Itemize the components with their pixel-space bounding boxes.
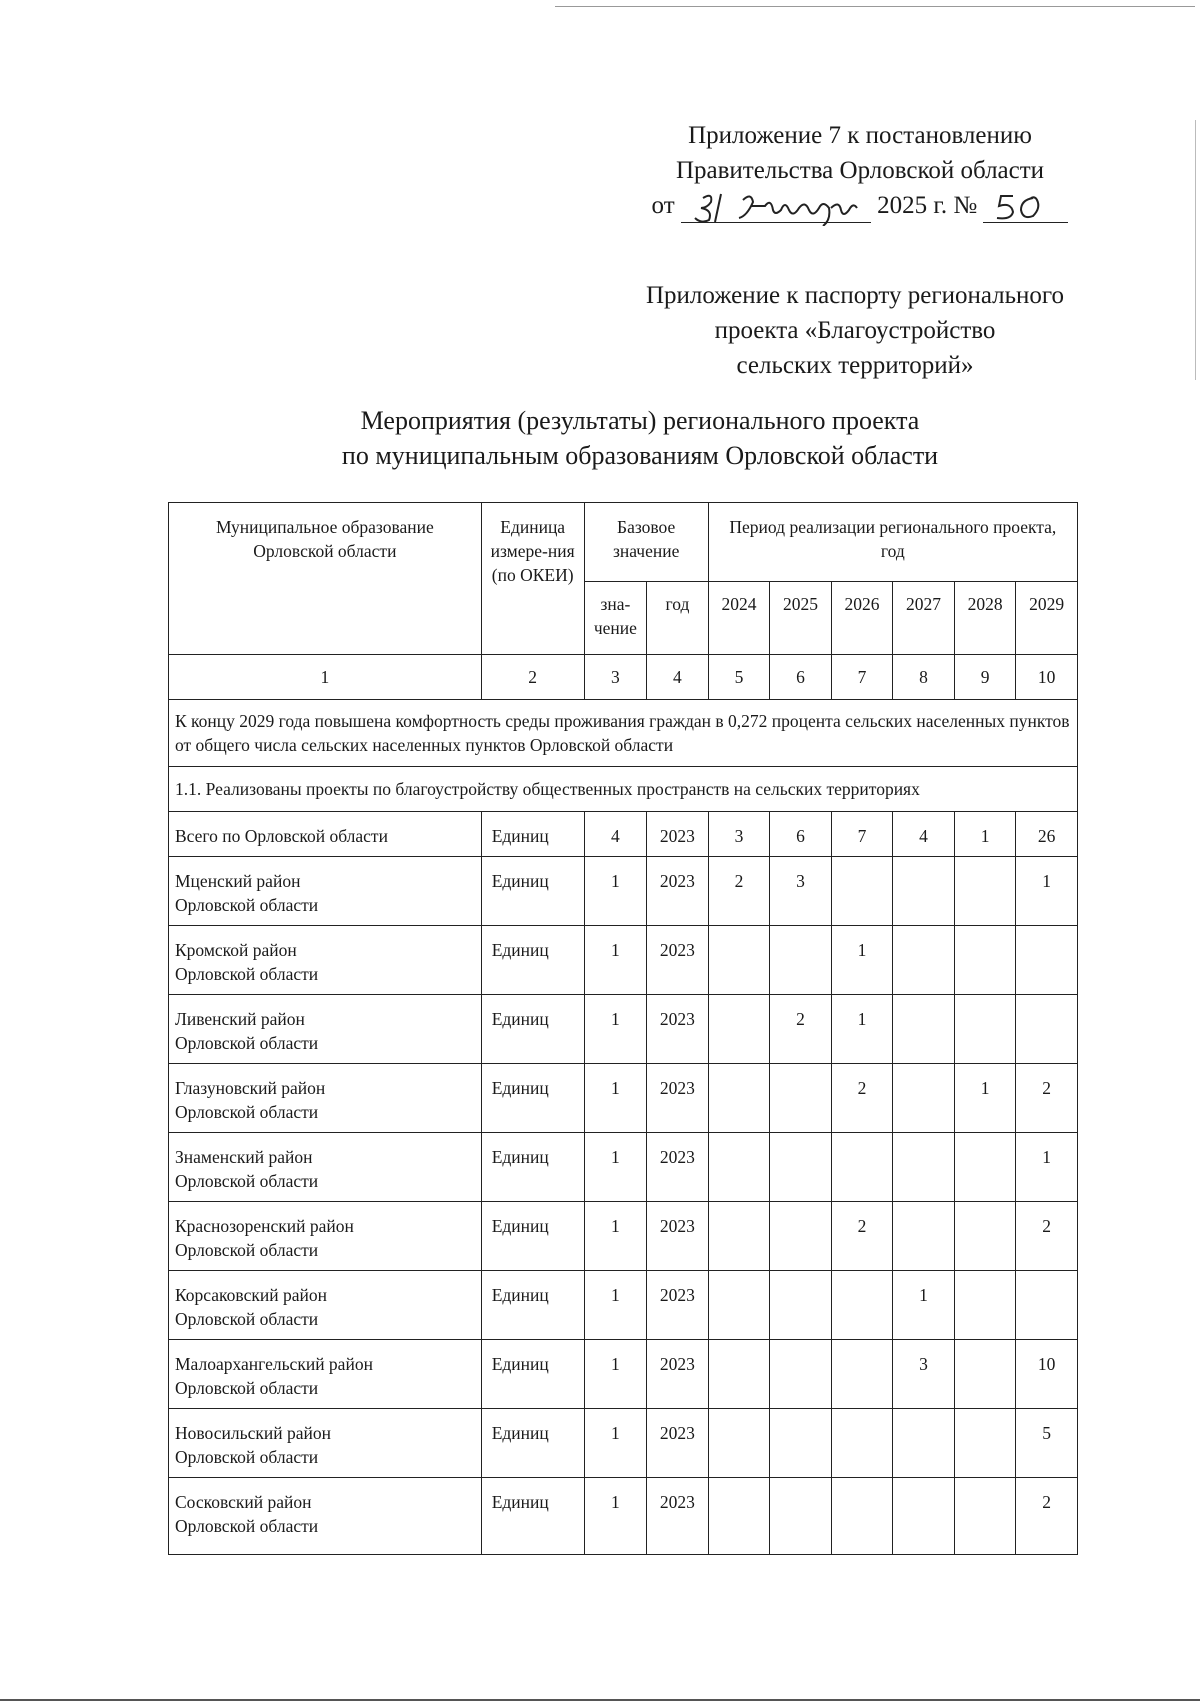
base-year-cell: 2023 xyxy=(647,1478,709,1555)
base-year-cell: 2023 xyxy=(647,1340,709,1409)
table-row xyxy=(169,1064,1078,1133)
unit-cell: Единиц xyxy=(481,1340,584,1409)
table-row xyxy=(169,1202,1078,1271)
scan-edge-line xyxy=(0,1699,1200,1701)
value-2026-cell xyxy=(831,857,893,926)
value-2026-cell: 1 xyxy=(831,995,893,1064)
value-2026-cell xyxy=(831,1133,893,1202)
municipality-name-line: Орловской области xyxy=(175,1240,319,1260)
handwritten-number xyxy=(983,192,1068,223)
municipality-name-line: Орловской области xyxy=(175,1033,319,1053)
annex-line-2: Правительства Орловской области xyxy=(675,157,1045,184)
value-2026-cell: 7 xyxy=(831,812,893,857)
value-2024-cell: 3 xyxy=(708,812,770,857)
header-year: 2025 xyxy=(770,582,832,655)
municipality-name-line: Всего по Орловской области xyxy=(175,826,388,846)
municipality-name-line: Орловской области xyxy=(175,1378,319,1398)
handwriting-date-icon xyxy=(681,186,871,226)
value-2028-cell xyxy=(954,995,1016,1064)
column-number: 2 xyxy=(481,655,584,700)
title-line-1: Мероприятия (результаты) регионального проекта xyxy=(360,406,920,435)
value-2025-cell xyxy=(770,1409,832,1478)
column-number: 3 xyxy=(584,655,647,700)
value-2025-cell: 6 xyxy=(770,812,832,857)
table-row xyxy=(169,1133,1078,1202)
base-value-cell: 1 xyxy=(584,1478,647,1555)
value-2029-cell: 2 xyxy=(1016,1202,1078,1271)
passport-line-1: Приложение к паспорту регионального xyxy=(645,282,1065,309)
value-2029-cell xyxy=(1016,1271,1078,1340)
value-2027-cell xyxy=(893,857,955,926)
table-row xyxy=(169,1409,1078,1478)
municipality-name-line: Корсаковский район xyxy=(175,1285,327,1305)
base-value-cell: 4 xyxy=(584,812,647,857)
value-2024-cell xyxy=(708,1202,770,1271)
table-row xyxy=(169,857,1078,926)
value-2027-cell xyxy=(893,1202,955,1271)
header-municipality: Муниципальное образование Орловской области xyxy=(169,503,482,655)
annex-header xyxy=(640,118,1080,223)
value-2025-cell xyxy=(770,1271,832,1340)
handwritten-date xyxy=(681,192,871,223)
municipality-cell xyxy=(169,1202,482,1271)
header-base-value: зна-чение xyxy=(584,582,647,655)
column-number: 4 xyxy=(647,655,709,700)
value-2025-cell xyxy=(770,1202,832,1271)
column-number-row xyxy=(169,655,1078,700)
value-2024-cell xyxy=(708,995,770,1064)
value-2027-cell xyxy=(893,926,955,995)
header-year: 2026 xyxy=(831,582,893,655)
value-2029-cell: 26 xyxy=(1016,812,1078,857)
base-value-cell: 1 xyxy=(584,995,647,1064)
value-2027-cell: 1 xyxy=(893,1271,955,1340)
municipality-cell xyxy=(169,1478,482,1555)
measures-table xyxy=(168,502,1078,1555)
value-2029-cell: 5 xyxy=(1016,1409,1078,1478)
value-2028-cell xyxy=(954,1340,1016,1409)
table-row xyxy=(169,1271,1078,1340)
unit-cell: Единиц xyxy=(481,995,584,1064)
value-2024-cell: 2 xyxy=(708,857,770,926)
value-2027-cell xyxy=(893,1064,955,1133)
value-2029-cell: 10 xyxy=(1016,1340,1078,1409)
base-value-cell: 1 xyxy=(584,857,647,926)
base-year-cell: 2023 xyxy=(647,857,709,926)
base-value-cell: 1 xyxy=(584,1133,647,1202)
table-row xyxy=(169,926,1078,995)
municipality-cell xyxy=(169,1340,482,1409)
unit-cell: Единиц xyxy=(481,926,584,995)
municipality-name-line: Краснозоренский район xyxy=(175,1216,354,1236)
value-2027-cell: 4 xyxy=(893,812,955,857)
value-2027-cell xyxy=(893,1409,955,1478)
value-2029-cell: 1 xyxy=(1016,857,1078,926)
municipality-name-line: Орловской области xyxy=(175,1102,319,1122)
municipality-name-line: Мценский район xyxy=(175,871,301,891)
table-row xyxy=(169,1340,1078,1409)
value-2025-cell: 2 xyxy=(770,995,832,1064)
passport-line-2: проекта «Благоустройство xyxy=(714,317,996,344)
value-2026-cell: 2 xyxy=(831,1064,893,1133)
municipality-name-line: Орловской области xyxy=(175,1309,319,1329)
annex-line-1: Приложение 7 к постановлению xyxy=(688,122,1032,149)
unit-cell: Единиц xyxy=(481,1064,584,1133)
municipality-name-line: Знаменский район xyxy=(175,1147,313,1167)
scan-edge-line xyxy=(1195,120,1196,380)
table-row xyxy=(169,812,1078,857)
column-number: 7 xyxy=(831,655,893,700)
value-2027-cell: 3 xyxy=(893,1340,955,1409)
base-year-cell: 2023 xyxy=(647,995,709,1064)
unit-cell: Единиц xyxy=(481,1133,584,1202)
municipality-cell xyxy=(169,926,482,995)
passport-line-3: сельских территорий» xyxy=(736,352,974,379)
value-2029-cell: 2 xyxy=(1016,1478,1078,1555)
value-2025-cell xyxy=(770,926,832,995)
table-row xyxy=(169,1478,1078,1555)
municipality-name-line: Ливенский район xyxy=(175,1009,305,1029)
date-year: 2025 г. № xyxy=(877,192,978,219)
column-number: 1 xyxy=(169,655,482,700)
value-2025-cell: 3 xyxy=(770,857,832,926)
section-subtitle: 1.1. Реализованы проекты по благоустройству общественных пространств на сельских территориях xyxy=(169,767,1078,812)
header-unit: Единица измере-ния (по ОКЕИ) xyxy=(481,503,584,655)
header-base-year: год xyxy=(647,582,709,655)
base-value-cell: 1 xyxy=(584,926,647,995)
municipality-name-line: Малоархангельский район xyxy=(175,1354,373,1374)
value-2028-cell: 1 xyxy=(954,1064,1016,1133)
municipality-cell xyxy=(169,812,482,857)
value-2029-cell xyxy=(1016,995,1078,1064)
value-2027-cell xyxy=(893,995,955,1064)
base-year-cell: 2023 xyxy=(647,1064,709,1133)
header-year: 2027 xyxy=(893,582,955,655)
municipality-cell xyxy=(169,1133,482,1202)
unit-cell: Единиц xyxy=(481,1478,584,1555)
municipality-cell xyxy=(169,1064,482,1133)
base-year-cell: 2023 xyxy=(647,1409,709,1478)
base-year-cell: 2023 xyxy=(647,1202,709,1271)
base-year-cell: 2023 xyxy=(647,812,709,857)
value-2024-cell xyxy=(708,1133,770,1202)
unit-cell: Единиц xyxy=(481,812,584,857)
municipality-name-line: Глазуновский район xyxy=(175,1078,326,1098)
column-number: 10 xyxy=(1016,655,1078,700)
base-year-cell: 2023 xyxy=(647,926,709,995)
value-2024-cell xyxy=(708,1271,770,1340)
value-2025-cell xyxy=(770,1064,832,1133)
municipality-name-line: Орловской области xyxy=(175,1171,319,1191)
header-year: 2029 xyxy=(1016,582,1078,655)
title-line-2: по муниципальным образованиям Орловской области xyxy=(341,441,939,470)
handwriting-number-icon xyxy=(983,186,1068,226)
unit-cell: Единиц xyxy=(481,1202,584,1271)
value-2024-cell xyxy=(708,1409,770,1478)
base-year-cell: 2023 xyxy=(647,1271,709,1340)
value-2024-cell xyxy=(708,1064,770,1133)
municipality-name-line: Орловской области xyxy=(175,1447,319,1467)
value-2028-cell xyxy=(954,926,1016,995)
value-2025-cell xyxy=(770,1478,832,1555)
value-2026-cell xyxy=(831,1271,893,1340)
municipality-name-line: Сосковский район xyxy=(175,1492,312,1512)
column-number: 9 xyxy=(954,655,1016,700)
value-2025-cell xyxy=(770,1340,832,1409)
municipality-cell xyxy=(169,995,482,1064)
value-2026-cell xyxy=(831,1340,893,1409)
goal-statement: К концу 2029 года повышена комфортность среды проживания граждан в 0,272 процента сельских населенных пунктов от общего числа сельских населенных пунктов Орловской области xyxy=(169,700,1078,767)
unit-cell: Единиц xyxy=(481,1271,584,1340)
value-2026-cell xyxy=(831,1478,893,1555)
column-number: 6 xyxy=(770,655,832,700)
value-2028-cell xyxy=(954,1133,1016,1202)
municipality-cell xyxy=(169,1271,482,1340)
value-2028-cell: 1 xyxy=(954,812,1016,857)
value-2029-cell: 2 xyxy=(1016,1064,1078,1133)
base-value-cell: 1 xyxy=(584,1271,647,1340)
value-2026-cell xyxy=(831,1409,893,1478)
base-value-cell: 1 xyxy=(584,1340,647,1409)
value-2027-cell xyxy=(893,1478,955,1555)
header-year: 2028 xyxy=(954,582,1016,655)
page-title xyxy=(250,403,1030,473)
unit-cell: Единиц xyxy=(481,1409,584,1478)
value-2026-cell: 1 xyxy=(831,926,893,995)
municipality-name-line: Орловской области xyxy=(175,964,319,984)
municipality-name-line: Новосильский район xyxy=(175,1423,331,1443)
column-number: 5 xyxy=(708,655,770,700)
base-value-cell: 1 xyxy=(584,1064,647,1133)
header-year: 2024 xyxy=(708,582,770,655)
value-2028-cell xyxy=(954,1478,1016,1555)
scan-edge-line xyxy=(555,6,1195,7)
unit-cell: Единиц xyxy=(481,857,584,926)
value-2026-cell: 2 xyxy=(831,1202,893,1271)
column-number: 8 xyxy=(893,655,955,700)
value-2027-cell xyxy=(893,1133,955,1202)
header-period: Период реализации регионального проекта, год xyxy=(708,503,1077,582)
date-prefix: от xyxy=(651,192,675,219)
value-2024-cell xyxy=(708,1478,770,1555)
base-year-cell: 2023 xyxy=(647,1133,709,1202)
value-2029-cell: 1 xyxy=(1016,1133,1078,1202)
annex-date-line xyxy=(652,188,1069,223)
municipality-name-line: Кромской район xyxy=(175,940,297,960)
value-2028-cell xyxy=(954,1202,1016,1271)
header-base: Базовое значение xyxy=(584,503,708,582)
value-2028-cell xyxy=(954,1271,1016,1340)
value-2029-cell xyxy=(1016,926,1078,995)
value-2024-cell xyxy=(708,926,770,995)
base-value-cell: 1 xyxy=(584,1202,647,1271)
data-rows xyxy=(169,812,1078,1555)
base-value-cell: 1 xyxy=(584,1409,647,1478)
passport-annex xyxy=(610,278,1100,383)
municipality-name-line: Орловской области xyxy=(175,895,319,915)
municipality-cell xyxy=(169,857,482,926)
table-row xyxy=(169,995,1078,1064)
value-2024-cell xyxy=(708,1340,770,1409)
municipality-cell xyxy=(169,1409,482,1478)
value-2028-cell xyxy=(954,857,1016,926)
municipality-name-line: Орловской области xyxy=(175,1516,319,1536)
value-2025-cell xyxy=(770,1133,832,1202)
value-2028-cell xyxy=(954,1409,1016,1478)
